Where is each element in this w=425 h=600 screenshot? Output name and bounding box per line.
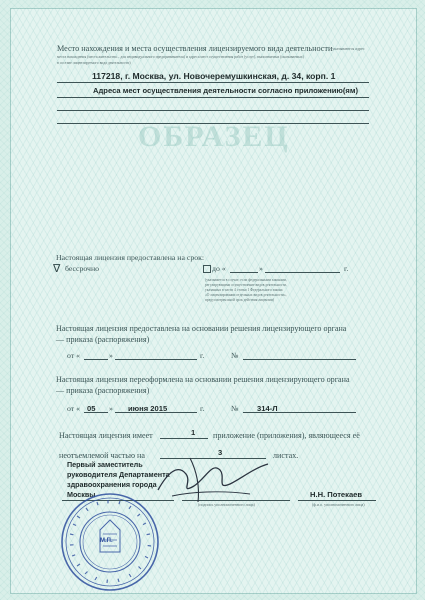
reissue-number-line (243, 412, 356, 413)
attachments-text-1: Настоящая лицензия имеет (59, 431, 153, 440)
grant-number-line (243, 359, 356, 360)
blank-line-2 (57, 123, 369, 124)
reissue-number-sign: № (231, 404, 239, 413)
address-header-note: (указываются адрес (331, 46, 365, 51)
term-note-3: указанных в части 4 статьи 1 Федерального закона (205, 288, 283, 292)
attachments-count: 1 (191, 428, 196, 437)
term-until-label: до « (212, 264, 226, 273)
term-note-1: (указывается в случае, если федеральными законами, (205, 278, 287, 282)
name-underline (298, 500, 376, 501)
attachments-count-line (160, 438, 208, 439)
reissue-day-line (84, 412, 108, 413)
reissue-from: от « (67, 404, 81, 413)
handwritten-signature (150, 450, 280, 510)
grant-from: от « (67, 351, 81, 360)
signature-caption: (подпись уполномоченного лица) (198, 502, 255, 507)
address-header-title: Место нахождения и места осуществления лицензируемого вида деятельности (57, 44, 333, 53)
term-until-quote: » (259, 264, 263, 273)
term-month-line (265, 272, 340, 273)
reissue-number: 314-Л (257, 404, 278, 413)
organization-address: 117218, г. Москва, ул. Новочеремушкинская, д. 34, корп. 1 (92, 71, 336, 81)
grant-year: г. (200, 351, 205, 360)
reissue-text-1: Настоящая лицензия переоформлена на основании решения лицензирующего органа (56, 375, 350, 384)
places-underline (57, 97, 369, 98)
attachments-text-4: листах. (273, 451, 299, 460)
address-underline (57, 82, 369, 83)
grant-day-line (84, 359, 108, 360)
grant-text-2: — приказа (распоряжения) (56, 335, 150, 344)
name-caption: (ф.и.о. уполномоченного лица) (312, 502, 365, 507)
seal-label: М.П. (100, 538, 113, 544)
term-note-2: регулирующими осуществление видов деятельности, (205, 283, 287, 287)
term-label: Настоящая лицензия предоставлена на срок: (56, 253, 205, 262)
signer-position-1: Первый заместитель (67, 460, 143, 469)
term-unlimited: бессрочно (65, 264, 100, 273)
term-note-4: «О лицензировании отдельных видов деятельности», (205, 293, 287, 297)
blank-line-1 (57, 110, 369, 111)
grant-month-line (115, 359, 197, 360)
watermark: ОБРАЗЕЦ (138, 120, 290, 153)
signer-position-4: Москвы (67, 490, 96, 499)
signer-position-2: руководителя Департамента (67, 470, 170, 479)
checked-box-icon: ∇ (53, 262, 61, 275)
grant-text-1: Настоящая лицензия предоставлена на основании решения лицензирующего органа (56, 324, 347, 333)
reissue-month-line (115, 412, 197, 413)
grant-quote: » (109, 351, 113, 360)
reissue-year: г. (200, 404, 205, 413)
signer-position-3: здравоохранения города (67, 480, 157, 489)
attachments-text-2: приложение (приложения), являющееся её (213, 431, 360, 440)
term-note-5: предусмотрен иной срок действия лицензии) (205, 298, 274, 302)
signer-name: Н.Н. Потекаев (310, 490, 363, 499)
reissue-quote: » (109, 404, 113, 413)
address-header-note-2: места нахождения (места жительства – для индивидуального предпринимателя) и адреса мест осуществления работ (услуг), выполняемых (оказываемых) (57, 55, 304, 59)
grant-number-sign: № (231, 351, 239, 360)
term-day-line (230, 272, 258, 273)
activity-places-line: Адреса мест осуществления деятельности согласно приложению(ям) (93, 86, 358, 95)
reissue-day: 05 (87, 404, 96, 413)
attachments-text-3: неотъемлемой частью на (59, 451, 145, 460)
attachments-sheets: 3 (218, 448, 223, 457)
unchecked-box-icon (203, 265, 211, 273)
reissue-month: июня 2015 (128, 404, 168, 413)
term-until-year: г. (344, 264, 349, 273)
reissue-text-2: — приказа (распоряжения) (56, 386, 150, 395)
address-header-note-3: в составе лицензируемого вида деятельности) (57, 61, 131, 65)
